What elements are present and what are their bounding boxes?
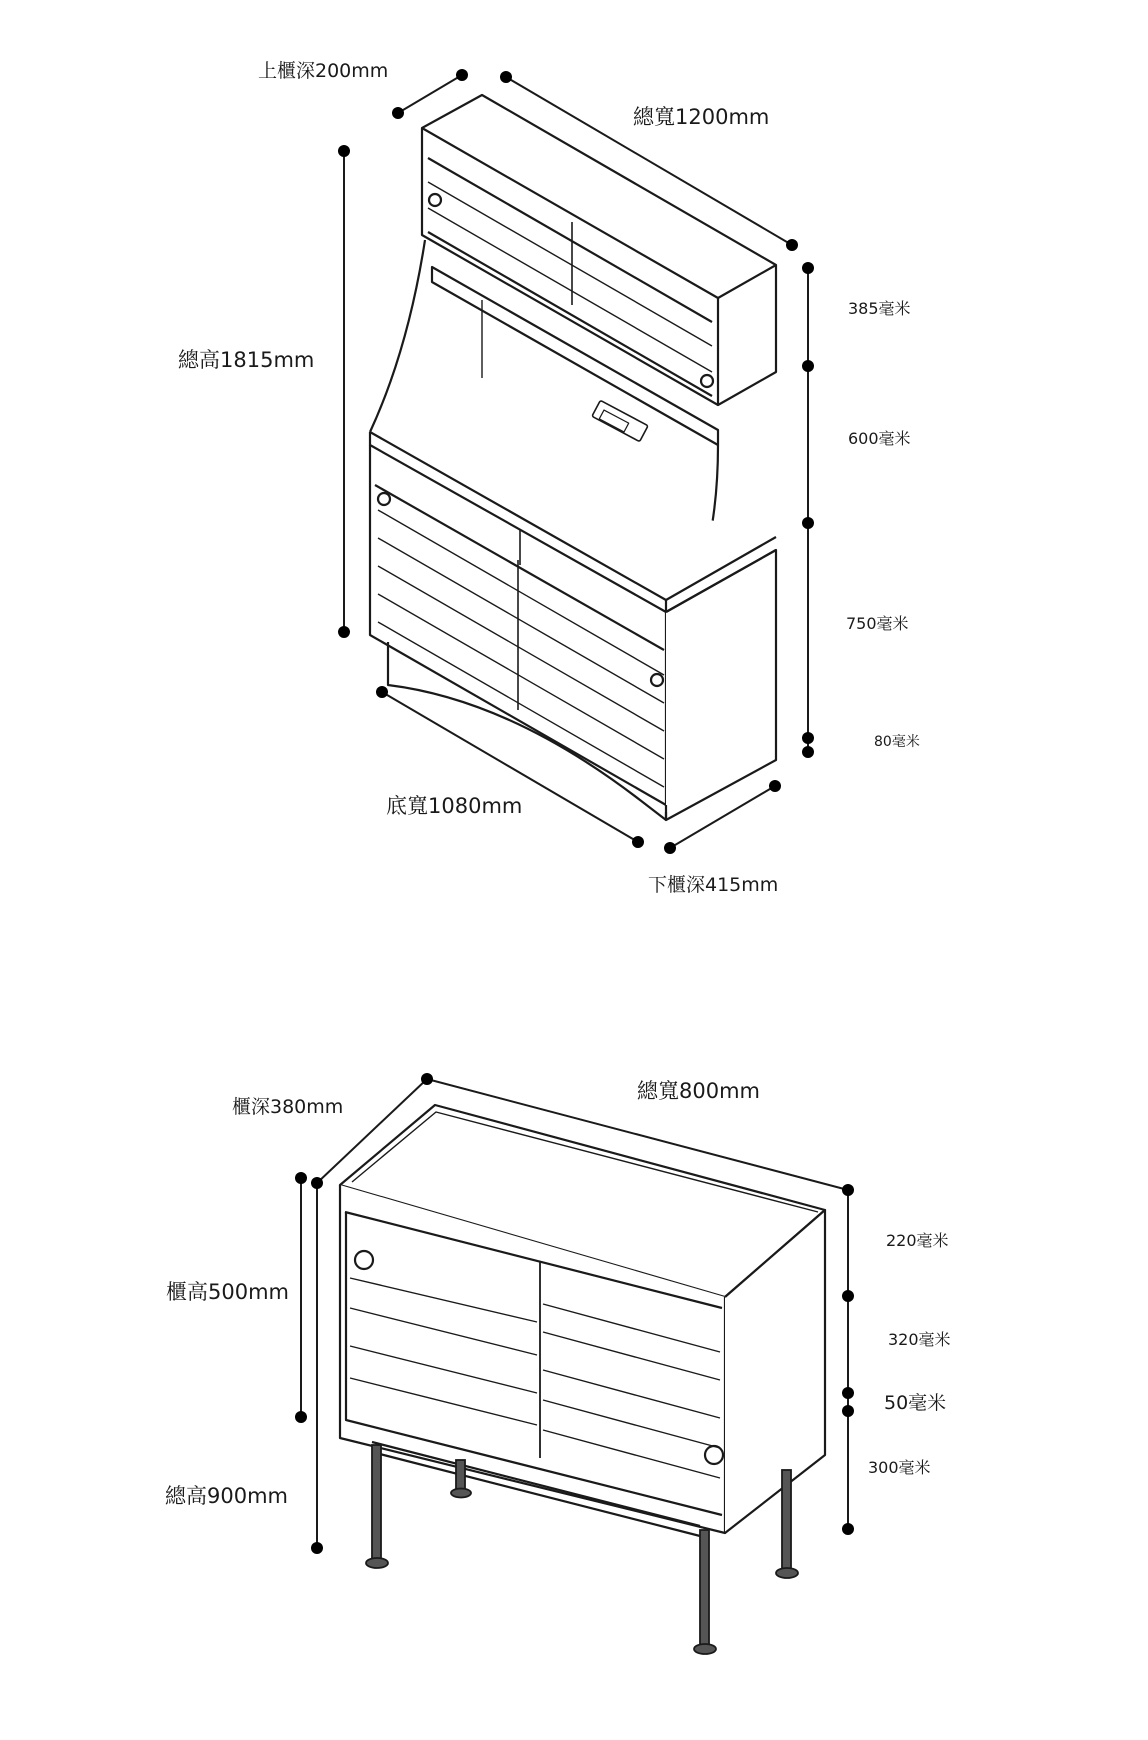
base-width-label: 底寬1080mm (386, 794, 523, 818)
cabinet-height-label: 櫃高500mm (166, 1280, 289, 1304)
segment-label-1: 385毫米 (848, 299, 911, 318)
lower-depth-label: 下櫃深415mm (648, 874, 779, 896)
segment-label-4: 80毫米 (874, 734, 920, 750)
segment-label-5: 220毫米 (886, 1231, 949, 1250)
segment-label-2: 600毫米 (848, 429, 911, 448)
total-height-label: 總高1815mm (178, 348, 315, 372)
upper-depth-label: 上櫃深200mm (258, 60, 389, 82)
segment-label-3: 750毫米 (846, 614, 909, 633)
tall-hutch-cabinet (370, 95, 776, 820)
total-height-label-2: 總高900mm (165, 1484, 288, 1508)
total-width-label-2: 總寬800mm (637, 1079, 760, 1103)
total-width-label: 總寬1200mm (633, 105, 770, 129)
segment-label-8: 300毫米 (868, 1458, 931, 1477)
segment-label-6: 320毫米 (888, 1330, 951, 1349)
sideboard-cabinet (340, 1105, 825, 1536)
depth-label: 櫃深380mm (232, 1096, 344, 1118)
segment-label-7: 50毫米 (884, 1392, 947, 1414)
